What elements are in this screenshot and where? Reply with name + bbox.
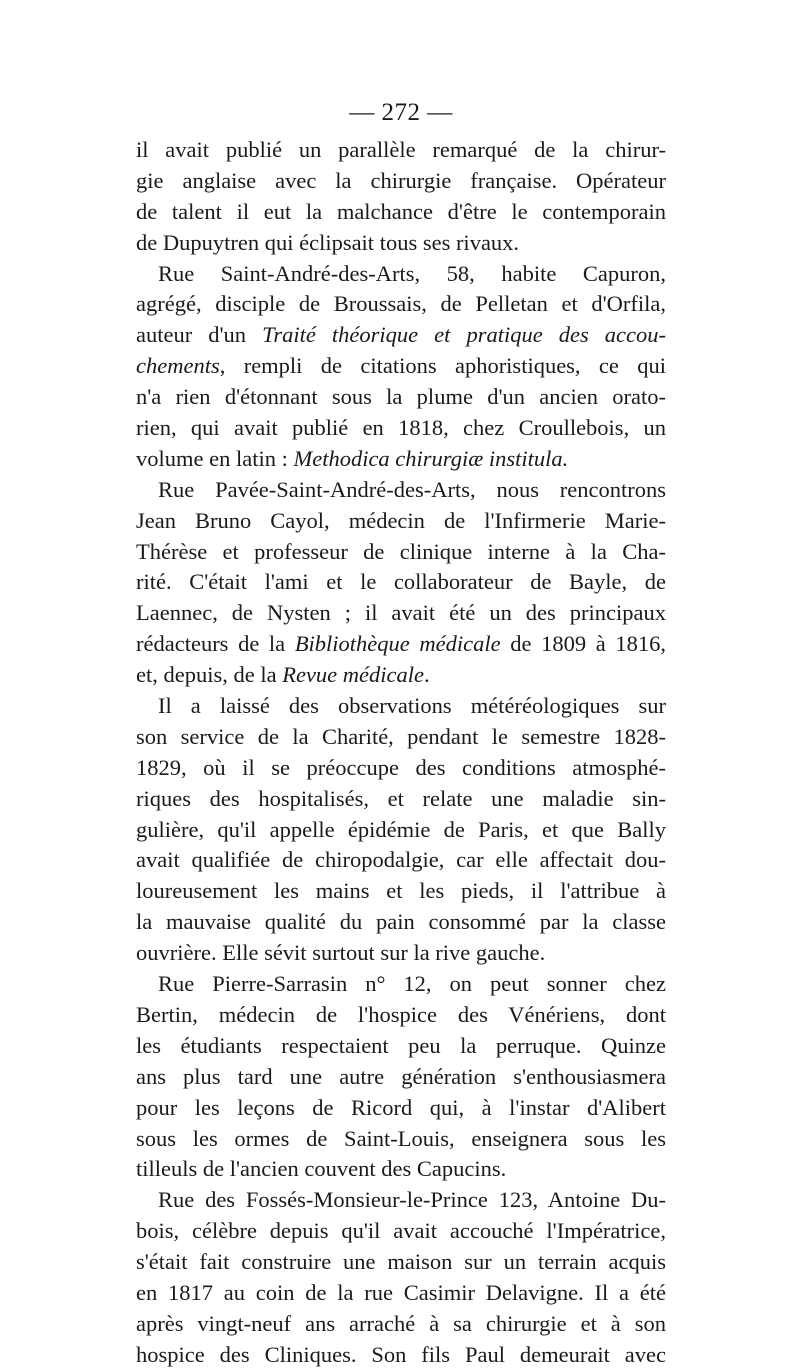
text-run: riques des hospitalisés, et relate une maladie sin- bbox=[136, 785, 666, 811]
text-run: de talent il eut la malchance d'être le contemporain bbox=[136, 198, 666, 224]
text-run: Rue Pierre-Sarrasin n° 12, on peut sonner chez bbox=[158, 971, 666, 997]
page-number: — 272 — bbox=[349, 99, 453, 126]
text-run: Laennec, de Nysten ; il avait été un des principaux bbox=[136, 600, 666, 626]
text-line bbox=[136, 1154, 666, 1185]
text-run: la mauvaise qualité du pain consommé par la classe bbox=[136, 909, 666, 935]
text-run: rité. C'était l'ami et le collaborateur de Bayle, de bbox=[136, 569, 666, 595]
text-line bbox=[136, 938, 666, 969]
text-line bbox=[136, 629, 666, 660]
text-line bbox=[136, 691, 666, 722]
body-text bbox=[136, 135, 666, 1371]
italic-title: Methodica chirurgiæ institula. bbox=[293, 445, 569, 471]
book-page bbox=[136, 95, 666, 1371]
text-run: de Dupuytren qui éclipsait tous ses rivaux. bbox=[136, 229, 520, 255]
italic-title: Revue médicale bbox=[282, 662, 425, 688]
text-line bbox=[136, 876, 666, 907]
text-run: auteur d'un bbox=[136, 322, 263, 348]
text-run: Rue Saint-André-des-Arts, 58, habite Capuron, bbox=[158, 260, 666, 286]
text-run: Rue Pavée-Saint-André-des-Arts, nous rencontrons bbox=[158, 476, 666, 502]
text-run: rien, qui avait publié en 1818, chez Croullebois, un bbox=[136, 415, 666, 441]
text-line bbox=[136, 567, 666, 598]
text-line bbox=[136, 1247, 666, 1278]
text-run: sous les ormes de Saint-Louis, enseignera sous les bbox=[136, 1125, 666, 1151]
text-line bbox=[136, 475, 666, 506]
text-run: tilleuls de l'ancien couvent des Capucins. bbox=[136, 1156, 507, 1182]
text-run: bois, célèbre depuis qu'il avait accouché l'Impératrice, bbox=[136, 1218, 666, 1244]
text-run: avait qualifiée de chiropodalgie, car elle affectait dou- bbox=[136, 847, 666, 873]
text-line bbox=[136, 969, 666, 1000]
text-line bbox=[136, 1062, 666, 1093]
text-run: agrégé, disciple de Broussais, de Pelletan et d'Orfila, bbox=[136, 291, 666, 317]
text-line bbox=[136, 259, 666, 290]
italic-title: Traité théorique et pratique des accou- bbox=[262, 322, 666, 348]
text-line bbox=[136, 506, 666, 537]
text-run: de 1809 à 1816, bbox=[500, 631, 666, 657]
text-line bbox=[136, 1340, 666, 1371]
text-line bbox=[136, 1216, 666, 1247]
text-run: les étudiants respectaient peu la perruque. Quinze bbox=[136, 1032, 666, 1058]
text-line bbox=[136, 845, 666, 876]
text-line bbox=[136, 413, 666, 444]
italic-title: chements bbox=[136, 353, 220, 379]
text-run: ans plus tard une autre génération s'enthousiasmera bbox=[136, 1063, 666, 1089]
text-line bbox=[136, 444, 666, 475]
text-run: il avait publié un parallèle remarqué de la chirur- bbox=[136, 137, 666, 162]
text-run: Jean Bruno Cayol, médecin de l'Infirmerie Marie- bbox=[136, 507, 666, 533]
text-run: ouvrière. Elle sévit surtout sur la rive gauche. bbox=[136, 940, 546, 966]
text-run: 1829, où il se préoccupe des conditions atmosphé- bbox=[136, 754, 666, 780]
text-line bbox=[136, 1278, 666, 1309]
text-line bbox=[136, 1031, 666, 1062]
text-run: Rue des Fossés-Monsieur-le-Prince 123, Antoine Du- bbox=[158, 1187, 666, 1213]
text-line bbox=[136, 1185, 666, 1216]
text-line bbox=[136, 907, 666, 938]
text-run: hospice des Cliniques. Son fils Paul demeurait avec bbox=[136, 1341, 666, 1367]
text-run: loureusement les mains et les pieds, il l'attribue à bbox=[136, 878, 666, 904]
text-line bbox=[136, 660, 666, 691]
text-run: Thérèse et professeur de clinique interne à la Cha- bbox=[136, 538, 666, 564]
text-run: volume en latin : bbox=[136, 445, 294, 471]
text-run: rédacteurs de la bbox=[136, 631, 295, 657]
text-line bbox=[136, 1000, 666, 1031]
text-run: et, depuis, de la bbox=[136, 662, 283, 688]
text-line bbox=[136, 598, 666, 629]
text-run: Il a laissé des observations météréologiques sur bbox=[158, 693, 666, 719]
text-run: s'était fait construire une maison sur un terrain acquis bbox=[136, 1249, 666, 1275]
text-run: . bbox=[424, 662, 430, 688]
text-line bbox=[136, 753, 666, 784]
text-line bbox=[136, 1309, 666, 1340]
text-line bbox=[136, 722, 666, 753]
text-line bbox=[136, 537, 666, 568]
text-line bbox=[136, 1124, 666, 1155]
text-line bbox=[136, 289, 666, 320]
text-line bbox=[136, 320, 666, 351]
text-line bbox=[136, 1093, 666, 1124]
text-run: en 1817 au coin de la rue Casimir Delavigne. Il a été bbox=[136, 1279, 666, 1305]
text-line bbox=[136, 382, 666, 413]
text-run: gie anglaise avec la chirurgie française. Opérateur bbox=[136, 167, 666, 193]
text-run: après vingt-neuf ans arraché à sa chirurgie et à son bbox=[136, 1310, 666, 1336]
text-line bbox=[136, 815, 666, 846]
text-run: gulière, qu'il appelle épidémie de Paris, et que Bally bbox=[136, 816, 666, 842]
text-line bbox=[136, 135, 666, 166]
text-run: son service de la Charité, pendant le semestre 1828- bbox=[136, 723, 666, 749]
text-line bbox=[136, 784, 666, 815]
text-line bbox=[136, 351, 666, 382]
text-line bbox=[136, 197, 666, 228]
text-run: , rempli de citations aphoristiques, ce qui bbox=[219, 353, 666, 379]
text-line bbox=[136, 228, 666, 259]
italic-title: Bibliothèque médicale bbox=[294, 631, 501, 657]
text-run: Bertin, médecin de l'hospice des Vénériens, dont bbox=[136, 1001, 666, 1027]
text-run: n'a rien d'étonnant sous la plume d'un ancien orato- bbox=[136, 384, 666, 410]
text-line bbox=[136, 166, 666, 197]
text-run: pour les leçons de Ricord qui, à l'instar d'Alibert bbox=[136, 1094, 666, 1120]
